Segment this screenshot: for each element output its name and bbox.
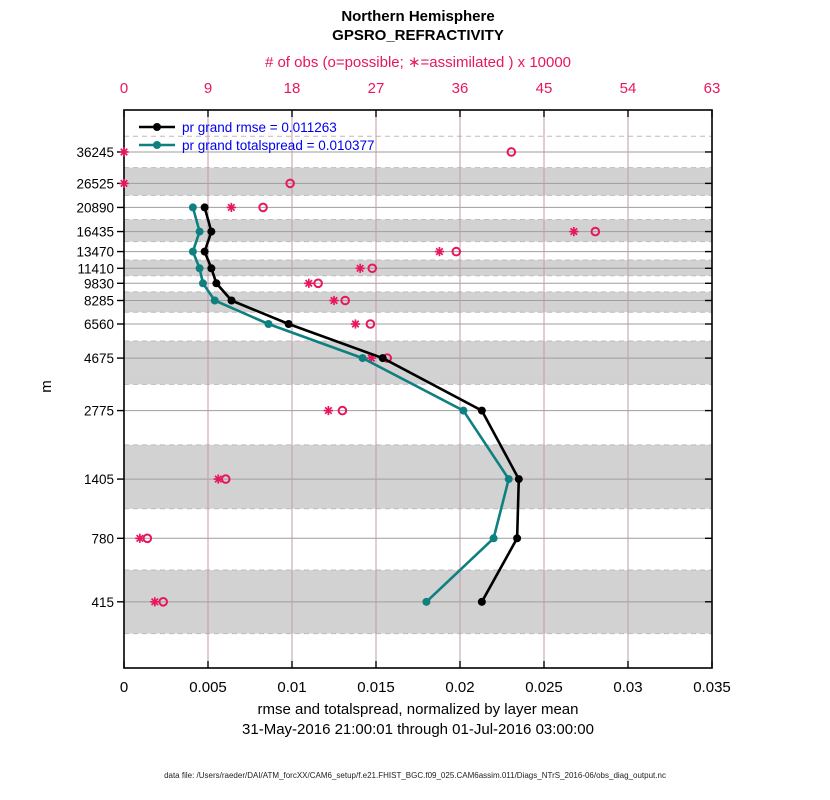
svg-text:780: 780 xyxy=(91,531,114,547)
svg-text:0.025: 0.025 xyxy=(525,679,563,696)
svg-text:0.005: 0.005 xyxy=(189,679,227,696)
x-axis-date-range: 31-May-2016 21:00:01 through 01-Jul-2016 03:00:00 xyxy=(242,721,594,738)
x-axis-label: rmse and totalspread, normalized by layer mean xyxy=(257,701,579,718)
layer-boundary-lines xyxy=(124,136,712,633)
svg-text:6560: 6560 xyxy=(83,316,114,332)
y-axis-label: m xyxy=(37,380,55,393)
legend-label-totalspread: pr grand totalspread = 0.010377 xyxy=(182,137,375,153)
legend-item-totalspread xyxy=(138,136,375,154)
svg-text:0: 0 xyxy=(119,679,129,696)
svg-text:1405: 1405 xyxy=(83,472,114,488)
y-tick-labels xyxy=(76,145,114,610)
svg-text:36: 36 xyxy=(451,80,469,97)
svg-text:18: 18 xyxy=(283,80,301,97)
svg-text:45: 45 xyxy=(535,80,553,97)
svg-text:8285: 8285 xyxy=(83,293,114,309)
rmse-line-sample xyxy=(138,122,176,132)
svg-text:0.035: 0.035 xyxy=(693,679,731,696)
top-axis-label: # of obs (o=possible; ∗=assimilated ) x 10000 xyxy=(264,54,572,71)
svg-text:63: 63 xyxy=(703,80,721,97)
svg-text:20890: 20890 xyxy=(76,200,114,216)
svg-text:27: 27 xyxy=(367,80,385,97)
svg-text:2775: 2775 xyxy=(83,403,114,419)
svg-text:13470: 13470 xyxy=(76,244,114,260)
totalspread-line-sample xyxy=(138,140,176,150)
svg-text:11410: 11410 xyxy=(77,261,114,277)
layer-bands xyxy=(124,168,712,634)
data-file-path: data file: /Users/raeder/DAI/ATM_forcXX/CAM6_setup/f.e21.FHIST_BGC.f09_025.CAM6assim.011/Diags_NTrS_2016-06/obs_diag_output.nc xyxy=(164,771,666,780)
svg-text:0: 0 xyxy=(119,80,129,97)
svg-text:36245: 36245 xyxy=(76,144,114,160)
chart-title: Northern Hemisphere xyxy=(341,8,495,25)
legend xyxy=(138,118,375,154)
svg-text:9: 9 xyxy=(203,80,213,97)
svg-text:0.01: 0.01 xyxy=(277,679,307,696)
svg-text:415: 415 xyxy=(91,594,114,610)
chart-subtitle: GPSRO_REFRACTIVITY xyxy=(332,27,504,44)
svg-text:4675: 4675 xyxy=(83,351,114,367)
legend-label-rmse: pr grand rmse = 0.011263 xyxy=(182,119,337,135)
svg-text:16435: 16435 xyxy=(76,224,114,240)
top-tick-labels xyxy=(120,80,721,97)
svg-text:26525: 26525 xyxy=(76,176,114,192)
svg-text:9830: 9830 xyxy=(83,276,114,292)
legend-item-rmse xyxy=(138,118,375,136)
bottom-tick-labels xyxy=(120,679,731,696)
svg-text:0.03: 0.03 xyxy=(613,679,643,696)
svg-text:0.015: 0.015 xyxy=(357,679,395,696)
svg-text:0.02: 0.02 xyxy=(445,679,475,696)
svg-text:54: 54 xyxy=(619,80,637,97)
